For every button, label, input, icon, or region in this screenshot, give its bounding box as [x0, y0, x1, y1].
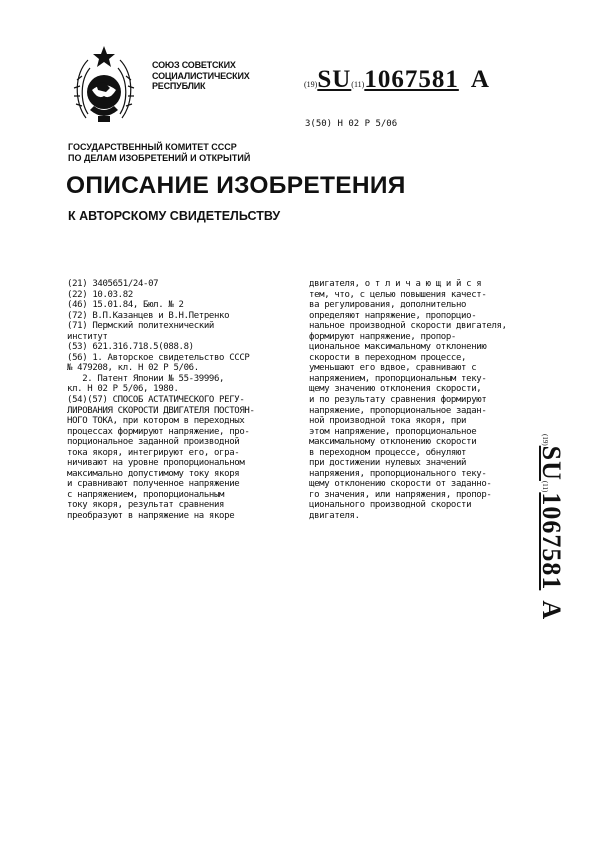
text-line: (72) В.П.Казанцев и В.Н.Петренко: [67, 310, 230, 321]
document-number-block: [304, 66, 489, 94]
text-line: максимально допустимому току якоря: [67, 468, 240, 479]
text-line: процессах формируют напряжение, про-: [67, 426, 250, 437]
text-line: этом напряжение, пропорциональное: [309, 426, 477, 437]
text-line: формируют напряжение, пропор-: [309, 331, 456, 342]
text-line: ной производной тока якоря, при: [309, 416, 467, 427]
text-line: институт: [67, 331, 108, 342]
text-line: (53) 621.316.718.5(088.8): [67, 342, 194, 353]
text-line: и сравнивают полученное напряжение: [67, 479, 240, 490]
side-code-11: (11): [541, 480, 549, 493]
text-line: (56) 1. Авторское свидетельство СССР: [67, 352, 250, 363]
text-line: (21) 3405651/24-07: [67, 279, 159, 289]
text-line: (46) 15.01.84, Бюл. № 2: [67, 300, 184, 311]
text-line: двигателя.: [309, 511, 360, 522]
text-line: напряжения, пропорционального теку-: [309, 468, 487, 479]
state-name-line: РЕСПУБЛИК: [152, 81, 206, 91]
side-code-19: (19): [541, 434, 549, 446]
text-line: порциональное заданной производной: [67, 437, 240, 448]
committee-line: ПО ДЕЛАМ ИЗОБРЕТЕНИЙ И ОТКРЫТИЙ: [68, 153, 251, 163]
committee-line: ГОСУДАРСТВЕННЫЙ КОМИТЕТ СССР: [68, 142, 237, 152]
text-line: кл. Н 02 Р 5/06, 1980.: [67, 384, 179, 395]
committee-name: [68, 142, 250, 164]
text-line: ва регулирования, дополнительно: [309, 300, 467, 311]
text-line: уменьшают его вдвое, сравнивают с: [309, 363, 477, 374]
state-name: [152, 60, 250, 92]
document-number: 1067581: [364, 66, 459, 93]
text-line: преобразуют в напряжение на якоре: [67, 511, 235, 522]
text-line: циональное максимальному отклонению: [309, 342, 487, 353]
text-line: напряжением, пропорциональным теку-: [309, 373, 487, 384]
code-19: (19): [304, 80, 318, 89]
text-line: (71) Пермский политехнический: [67, 321, 214, 332]
code-11: (11): [351, 80, 365, 89]
text-line: тем, что, с целью повышения качест-: [309, 289, 487, 300]
side-country-code: SU: [537, 445, 566, 481]
text-line: ЛИРОВАНИЯ СКОРОСТИ ДВИГАТЕЛЯ ПОСТОЯН-: [67, 405, 255, 416]
text-line: тока якоря, интегрируют его, огра-: [67, 447, 240, 458]
side-document-label: [528, 434, 572, 680]
state-name-line: СОЦИАЛИСТИЧЕСКИХ: [152, 70, 250, 81]
text-line: го значения, или напряжения, пропор-: [309, 489, 492, 500]
text-line: нальное производной скорости двигателя,: [309, 321, 507, 332]
text-line: напряжение, пропорциональное задан-: [309, 405, 487, 416]
text-line: щему значению отклонения скорости,: [309, 384, 482, 395]
text-line: скорости в переходном процессе,: [309, 352, 467, 363]
text-line: максимальному отклонению скорости: [309, 437, 477, 448]
text-line: № 479208, кл. Н 02 Р 5/06.: [67, 363, 199, 374]
text-line: щему отклонению скорости от заданно-: [309, 479, 492, 490]
text-line: ничивают на уровне пропорциональном: [67, 458, 245, 469]
side-document-number: 1067581: [537, 492, 566, 591]
country-code: SU: [317, 66, 352, 93]
text-line: ционального производной скорости: [309, 500, 472, 511]
ussr-emblem: [72, 40, 136, 128]
text-line: и по результату сравнения формируют: [309, 395, 487, 406]
text-line: с напряжением, пропорциональным: [67, 489, 225, 500]
text-line: (22) 10.03.82: [67, 289, 133, 300]
text-line: (54)(57) СПОСОБ АСТАТИЧЕСКОГО РЕГУ-: [67, 395, 245, 406]
left-text-column: [67, 279, 255, 522]
text-line: 2. Патент Японии № 55-39996,: [67, 373, 225, 384]
ipc-classification: 3(50) Н 02 Р 5/06: [305, 119, 398, 129]
side-document-kind: A: [537, 600, 566, 621]
text-line: в переходном процессе, обнуляют: [309, 447, 467, 458]
text-line: току якоря, результат сравнения: [67, 500, 225, 511]
text-line: двигателя, о т л и ч а ю щ и й с я: [309, 279, 482, 289]
right-text-column: [309, 279, 507, 522]
text-line: определяют напряжение, пропорцио-: [309, 310, 477, 321]
text-line: при достижении нулевых значений: [309, 458, 467, 469]
document-subtitle: К АВТОРСКОМУ СВИДЕТЕЛЬСТВУ: [68, 209, 281, 223]
state-name-line: СОЮЗ СОВЕТСКИХ: [152, 60, 236, 70]
document-kind: A: [470, 66, 489, 93]
document-title: ОПИСАНИЕ ИЗОБРЕТЕНИЯ: [66, 172, 406, 199]
text-line: НОГО ТОКА, при котором в переходных: [67, 416, 245, 427]
